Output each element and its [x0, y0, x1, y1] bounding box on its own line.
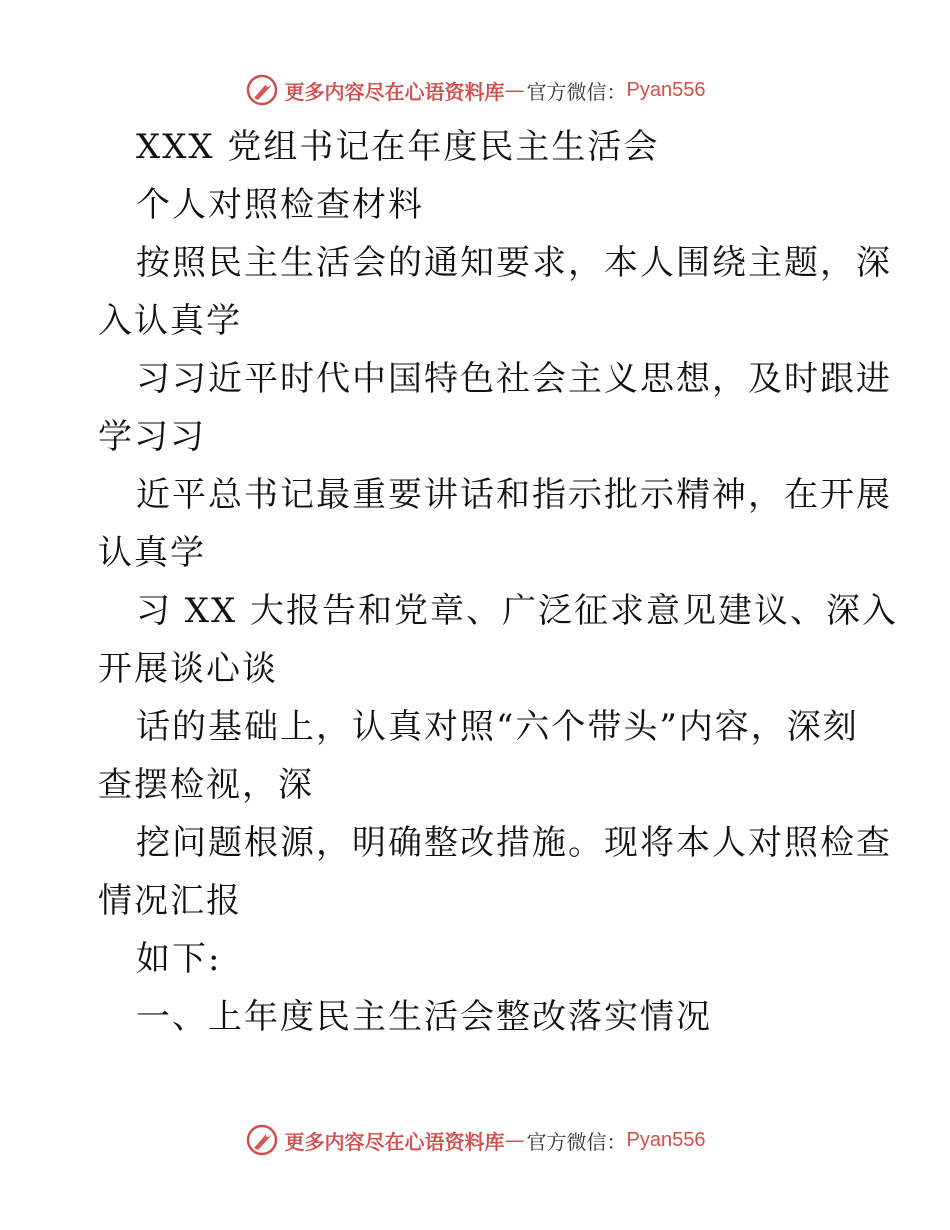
body-line: 挖问题根源，明确整改措施。现将本人对照检查 — [136, 823, 892, 863]
body-line: 情况汇报 — [98, 881, 242, 921]
footer-brand-text: 更多内容尽在心语资料库 — [284, 1129, 505, 1154]
footer-wechat-label: 官方微信： — [526, 1129, 627, 1154]
body-line: 学习习 — [98, 417, 206, 457]
header-banner — [0, 70, 950, 110]
body-line: 近平总书记最重要讲话和指示批示精神，在开展 — [136, 475, 892, 515]
document-subtitle: 个人对照检查材料 — [136, 185, 424, 225]
body-line: 话的基础上，认真对照“六个带头”内容，深刻 — [136, 707, 859, 747]
pen-nib-logo-icon — [245, 1123, 279, 1157]
body-line: 习 XX 大报告和党章、广泛征求意见建议、深入 — [136, 591, 899, 631]
body-line: 查摆检视，深 — [98, 765, 314, 805]
pen-nib-logo-icon — [245, 73, 279, 107]
body-line: 开展谈心谈 — [98, 649, 278, 689]
body-line: 按照民主生活会的通知要求，本人围绕主题，深 — [136, 243, 892, 283]
header-wechat-account: Pyan556 — [626, 78, 706, 101]
body-line: 如下: — [136, 939, 222, 979]
body-line: 入认真学 — [98, 301, 242, 341]
body-line: 习习近平时代中国特色社会主义思想，及时跟进 — [136, 359, 892, 399]
header-banner-text — [285, 76, 706, 105]
header-brand-text: 更多内容尽在心语资料库 — [284, 79, 505, 104]
section-heading: 一、上年度民主生活会整改落实情况 — [136, 997, 712, 1037]
footer-banner — [0, 1120, 950, 1160]
body-line: 认真学 — [98, 533, 206, 573]
footer-banner-text — [285, 1126, 706, 1155]
header-wechat-label: 官方微信： — [526, 79, 627, 104]
footer-wechat-account: Pyan556 — [626, 1128, 706, 1151]
footer-separator: — — [504, 1128, 525, 1152]
document-body — [98, 118, 899, 1046]
header-separator: — — [504, 78, 525, 102]
document-title: XXX 党组书记在年度民主生活会 — [136, 127, 660, 167]
